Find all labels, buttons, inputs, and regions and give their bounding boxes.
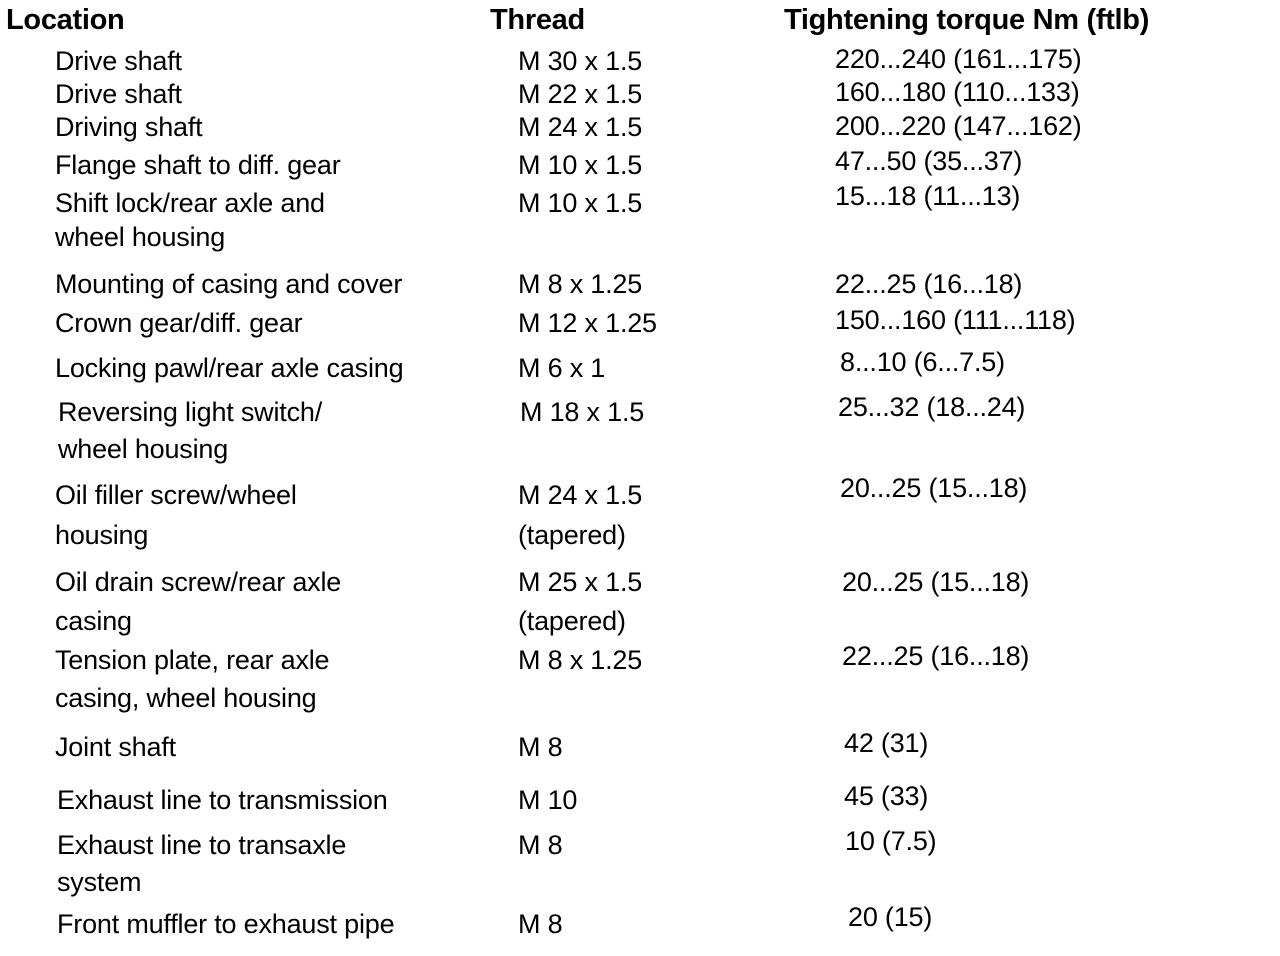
location-column-header: Location (6, 4, 125, 36)
torque-cell: 20...25 (15...18) (840, 473, 1028, 503)
location-cell: Drive shaft (55, 79, 182, 109)
thread-cell: M 6 x 1 (518, 353, 606, 383)
thread-cell: M 12 x 1.25 (518, 308, 657, 338)
thread-cell: M 10 x 1.5 (518, 188, 643, 218)
location-cell: Oil drain screw/rear axle (55, 567, 342, 597)
thread-cell: M 24 x 1.5 (518, 112, 643, 142)
torque-cell: 47...50 (35...37) (835, 146, 1023, 176)
torque-cell: 15...18 (11...13) (835, 181, 1021, 211)
torque-cell: 45 (33) (844, 781, 929, 811)
location-cell: Front muffler to exhaust pipe (57, 909, 395, 939)
location-cell: Flange shaft to diff. gear (55, 150, 341, 180)
location-cell: Locking pawl/rear axle casing (55, 353, 404, 383)
location-cell: Mounting of casing and cover (55, 269, 403, 299)
torque-cell: 10 (7.5) (845, 826, 937, 856)
torque-cell: 22...25 (16...18) (842, 641, 1030, 671)
location-cell-continued: system (57, 867, 142, 897)
thread-cell-continued: (tapered) (518, 606, 626, 636)
location-cell: Oil filler screw/wheel (55, 480, 297, 510)
torque-cell: 20 (15) (848, 902, 933, 932)
thread-cell: M 22 x 1.5 (518, 79, 643, 109)
torque-cell: 25...32 (18...24) (838, 392, 1026, 422)
location-cell: Drive shaft (55, 46, 182, 76)
thread-cell: M 8 x 1.25 (518, 269, 643, 299)
location-cell: Exhaust line to transaxle (57, 830, 347, 860)
thread-cell: M 18 x 1.5 (520, 397, 645, 427)
location-cell: Tension plate, rear axle (55, 645, 330, 675)
thread-cell: M 8 (518, 830, 563, 860)
torque-cell: 42 (31) (844, 728, 929, 758)
location-cell: Exhaust line to transmission (57, 785, 388, 815)
location-cell: Reversing light switch/ (58, 397, 323, 427)
torque-cell: 20...25 (15...18) (842, 567, 1030, 597)
thread-cell: M 10 (518, 785, 578, 815)
location-cell-continued: housing (55, 520, 149, 550)
torque-column-header: Tightening torque Nm (ftlb) (784, 4, 1150, 36)
thread-cell: M 10 x 1.5 (518, 150, 643, 180)
location-cell: Crown gear/diff. gear (55, 308, 303, 338)
location-cell: Joint shaft (55, 732, 176, 762)
location-cell-continued: wheel housing (55, 222, 226, 252)
torque-cell: 8...10 (6...7.5) (840, 347, 1005, 377)
location-cell-continued: casing, wheel housing (55, 683, 317, 713)
thread-cell: M 24 x 1.5 (518, 480, 643, 510)
torque-cell: 150...160 (111...118) (835, 305, 1076, 335)
torque-cell: 160...180 (110...133) (835, 77, 1080, 107)
thread-column-header: Thread (490, 4, 585, 36)
torque-cell: 22...25 (16...18) (835, 269, 1023, 299)
thread-cell-continued: (tapered) (518, 520, 626, 550)
torque-cell: 220...240 (161...175) (835, 44, 1082, 74)
thread-cell: M 8 (518, 909, 563, 939)
torque-cell: 200...220 (147...162) (835, 111, 1082, 141)
thread-cell: M 30 x 1.5 (518, 46, 643, 76)
thread-cell: M 8 x 1.25 (518, 645, 643, 675)
location-cell-continued: casing (55, 606, 132, 636)
location-cell-continued: wheel housing (58, 434, 229, 464)
location-cell: Driving shaft (55, 112, 203, 142)
location-cell: Shift lock/rear axle and (55, 188, 325, 218)
thread-cell: M 25 x 1.5 (518, 567, 643, 597)
thread-cell: M 8 (518, 732, 563, 762)
